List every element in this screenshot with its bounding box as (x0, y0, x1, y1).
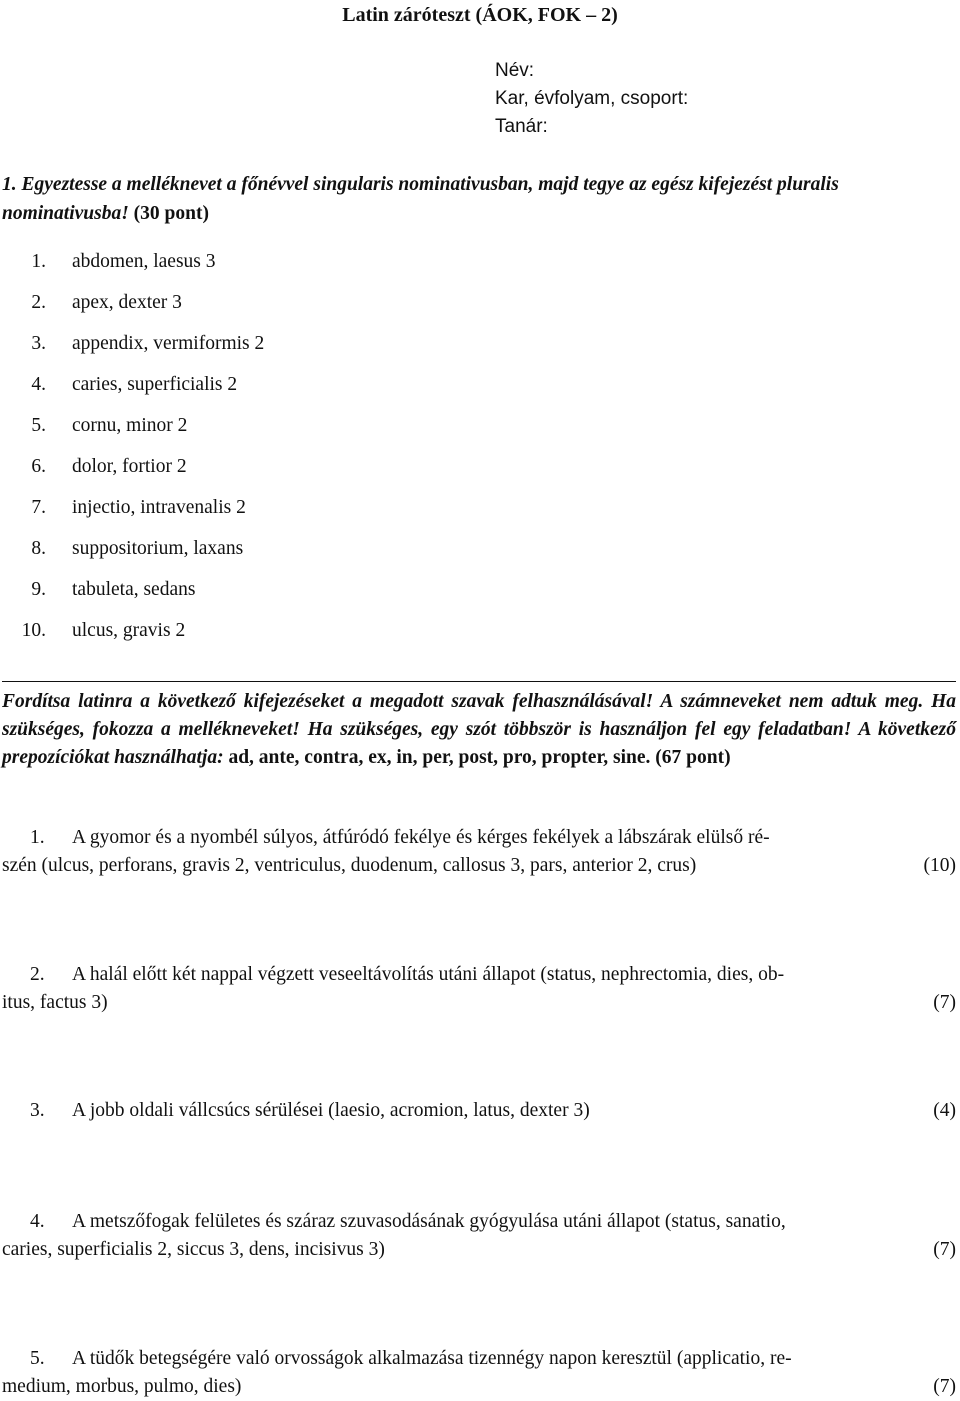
teacher-label: Tanár: (495, 116, 548, 137)
translation-item (2, 1097, 956, 1125)
name-label: Név: (495, 60, 535, 81)
item-points: (7) (933, 1239, 956, 1260)
item-text: cornu, minor 2 (72, 415, 188, 436)
item-number: 10. (21, 620, 46, 641)
item-points: (4) (933, 1100, 956, 1121)
item-text: appendix, vermiformis 2 (72, 333, 265, 354)
item-text: injectio, intravenalis 2 (72, 497, 246, 518)
item-number: 8. (31, 538, 46, 559)
item-text: suppositorium, laxans (72, 538, 244, 559)
item-text: A metszőfogak felületes és száraz szuvasodásának gyógyulása utáni állapot (status, sanatio, (72, 1211, 786, 1232)
translation-item (2, 961, 956, 1017)
item-number: 3. (30, 1100, 45, 1121)
task-1-points: (30 pont) (133, 203, 209, 224)
item-number: 4. (31, 374, 46, 395)
task-1-text: 1. Egyeztesse a melléknevet a főnévvel singularis nominativusban, majd tegye az egész kifejezést pluralis nominativusba! (2, 174, 839, 224)
item-text: A jobb oldali vállcsúcs sérülései (laesio, acromion, latus, dexter 3) (72, 1100, 590, 1121)
task-2-instruction-plain: ad, ante, contra, ex, in, per, post, pro, propter, sine. (67 pont) (228, 747, 731, 768)
item-text: A tüdők betegségére való orvosságok alkalmazása tizennégy napon keresztül (applicatio, re- (72, 1348, 792, 1369)
item-text-continued: szén (ulcus, perforans, gravis 2, ventriculus, duodenum, callosus 3, pars, anterior 2, crus) (2, 855, 697, 876)
translation-item (2, 824, 956, 880)
item-text-continued: itus, factus 3) (2, 992, 108, 1013)
translation-item (2, 1208, 956, 1264)
item-number: 9. (31, 579, 46, 600)
item-text: ulcus, gravis 2 (72, 620, 186, 641)
item-text: A gyomor és a nyombél súlyos, átfúródó fekélye és kérges fekélyek a lábszárak elülső ré- (72, 827, 770, 848)
item-text: abdomen, laesus 3 (72, 251, 216, 272)
item-number: 2. (31, 292, 46, 313)
item-text: dolor, fortior 2 (72, 456, 187, 477)
item-number: 2. (30, 964, 45, 985)
task-2-instruction (2, 688, 956, 772)
item-number: 1. (30, 827, 45, 848)
item-points: (7) (933, 992, 956, 1013)
faculty-label: Kar, évfolyam, csoport: (495, 88, 689, 109)
item-number: 5. (30, 1348, 45, 1369)
item-number: 1. (31, 251, 46, 272)
item-text: caries, superficialis 2 (72, 374, 238, 395)
item-points: (7) (933, 1376, 956, 1397)
translation-item (2, 1345, 956, 1401)
item-points: (10) (923, 855, 956, 876)
task-2-instruction-italic: Fordítsa latinra a következő kifejezéseket a megadott szavak felhasználásával! A számneveket nem adtuk meg. Ha szükséges, fokozza a mellékneveket! Ha szükséges, egy szót többször is használjon fel egy feladatban! A következő prepozíciókat használhatja: (2, 691, 956, 768)
item-text: apex, dexter 3 (72, 292, 182, 313)
item-number: 6. (31, 456, 46, 477)
item-number: 4. (30, 1211, 45, 1232)
item-text: A halál előtt két nappal végzett veseeltávolítás utáni állapot (status, nephrectomia, dies, ob- (72, 964, 785, 985)
task-1-instruction (2, 170, 958, 228)
item-number: 3. (31, 333, 46, 354)
item-number: 5. (31, 415, 46, 436)
item-text-continued: medium, morbus, pulmo, dies) (2, 1376, 242, 1397)
item-text-continued: caries, superficialis 2, siccus 3, dens, incisivus 3) (2, 1239, 385, 1260)
page-title: Latin záróteszt (ÁOK, FOK – 2) (342, 4, 618, 26)
item-number: 7. (31, 497, 46, 518)
item-text: tabuleta, sedans (72, 579, 196, 600)
section-divider (2, 681, 956, 682)
